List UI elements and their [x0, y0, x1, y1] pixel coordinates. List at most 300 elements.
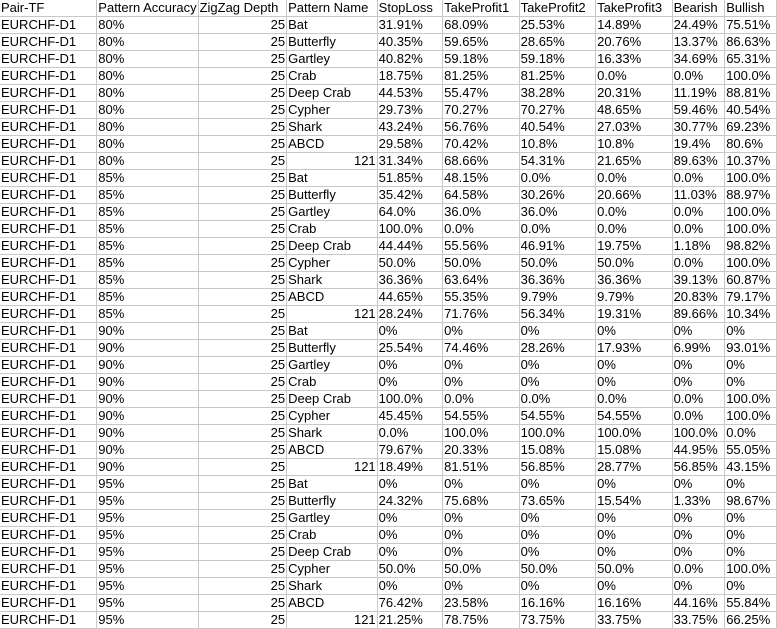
- pattern-accuracy-cell[interactable]: 90%: [97, 374, 198, 391]
- stoploss-cell[interactable]: 44.44%: [377, 238, 442, 255]
- stoploss-cell[interactable]: 79.67%: [377, 442, 442, 459]
- takeprofit1-cell[interactable]: 50.0%: [443, 561, 519, 578]
- bearish-cell[interactable]: 0.0%: [672, 221, 725, 238]
- bullish-cell[interactable]: 43.15%: [725, 459, 777, 476]
- zigzag-depth-cell[interactable]: 25: [198, 544, 287, 561]
- pair-tf-cell[interactable]: EURCHF-D1: [0, 153, 97, 170]
- bullish-cell[interactable]: 0%: [725, 544, 777, 561]
- pattern-accuracy-cell[interactable]: 90%: [97, 391, 198, 408]
- pattern-accuracy-cell[interactable]: 90%: [97, 323, 198, 340]
- takeprofit3-cell[interactable]: 36.36%: [596, 272, 672, 289]
- takeprofit2-cell[interactable]: 50.0%: [519, 255, 595, 272]
- takeprofit1-cell[interactable]: 0%: [443, 527, 519, 544]
- pattern-name-cell[interactable]: Bat: [287, 170, 378, 187]
- takeprofit1-cell[interactable]: 68.66%: [443, 153, 519, 170]
- takeprofit2-cell[interactable]: 9.79%: [519, 289, 595, 306]
- takeprofit2-cell[interactable]: 16.16%: [519, 595, 595, 612]
- bearish-cell[interactable]: 0%: [672, 357, 725, 374]
- stoploss-cell[interactable]: 0.0%: [377, 425, 442, 442]
- takeprofit3-cell[interactable]: 0%: [596, 374, 672, 391]
- zigzag-depth-cell[interactable]: 25: [198, 612, 287, 629]
- bearish-cell[interactable]: 44.16%: [672, 595, 725, 612]
- pair-tf-cell[interactable]: EURCHF-D1: [0, 17, 97, 34]
- bullish-cell[interactable]: 88.97%: [725, 187, 777, 204]
- bullish-cell[interactable]: 65.31%: [725, 51, 777, 68]
- pattern-accuracy-cell[interactable]: 90%: [97, 357, 198, 374]
- pattern-name-cell[interactable]: Gartley: [287, 51, 378, 68]
- stoploss-cell[interactable]: 76.42%: [377, 595, 442, 612]
- pattern-accuracy-cell[interactable]: 80%: [97, 136, 198, 153]
- stoploss-cell[interactable]: 51.85%: [377, 170, 442, 187]
- pattern-accuracy-cell[interactable]: 95%: [97, 527, 198, 544]
- takeprofit2-cell[interactable]: 54.31%: [519, 153, 595, 170]
- bearish-cell[interactable]: 56.85%: [672, 459, 725, 476]
- stoploss-cell[interactable]: 64.0%: [377, 204, 442, 221]
- pattern-accuracy-cell[interactable]: 80%: [97, 17, 198, 34]
- takeprofit1-cell[interactable]: 74.46%: [443, 340, 519, 357]
- takeprofit1-cell[interactable]: 55.56%: [443, 238, 519, 255]
- takeprofit2-cell[interactable]: 0%: [519, 527, 595, 544]
- takeprofit1-cell[interactable]: 50.0%: [443, 255, 519, 272]
- pattern-name-cell[interactable]: ABCD: [287, 595, 378, 612]
- takeprofit1-cell[interactable]: 68.09%: [443, 17, 519, 34]
- takeprofit2-cell[interactable]: 54.55%: [519, 408, 595, 425]
- bearish-cell[interactable]: 20.83%: [672, 289, 725, 306]
- header-cell-pattern-accuracy[interactable]: Pattern Accuracy: [98, 0, 197, 15]
- takeprofit1-cell[interactable]: 59.65%: [443, 34, 519, 51]
- stoploss-cell[interactable]: 50.0%: [377, 255, 442, 272]
- bearish-cell[interactable]: 34.69%: [672, 51, 725, 68]
- pair-tf-cell[interactable]: EURCHF-D1: [0, 51, 97, 68]
- pair-tf-cell[interactable]: EURCHF-D1: [0, 527, 97, 544]
- takeprofit3-cell[interactable]: 0.0%: [596, 68, 672, 85]
- takeprofit1-cell[interactable]: 0%: [443, 357, 519, 374]
- zigzag-depth-cell[interactable]: 25: [198, 289, 287, 306]
- takeprofit2-cell[interactable]: 15.08%: [519, 442, 595, 459]
- zigzag-depth-cell[interactable]: 25: [198, 442, 287, 459]
- zigzag-depth-cell[interactable]: 25: [198, 221, 287, 238]
- stoploss-cell[interactable]: 36.36%: [377, 272, 442, 289]
- pair-tf-cell[interactable]: EURCHF-D1: [0, 561, 97, 578]
- takeprofit1-cell[interactable]: 100.0%: [443, 425, 519, 442]
- bullish-cell[interactable]: 0%: [725, 476, 777, 493]
- pattern-name-cell[interactable]: Shark: [287, 119, 378, 136]
- stoploss-cell[interactable]: 29.58%: [377, 136, 442, 153]
- pattern-name-cell[interactable]: Cypher: [287, 255, 378, 272]
- bullish-cell[interactable]: 0%: [725, 510, 777, 527]
- bearish-cell[interactable]: 0%: [672, 510, 725, 527]
- pattern-name-cell[interactable]: ABCD: [287, 136, 378, 153]
- header-cell-takeprofit2[interactable]: TakeProfit2: [519, 0, 595, 17]
- takeprofit3-cell[interactable]: 0%: [596, 510, 672, 527]
- pattern-name-cell[interactable]: Butterfly: [287, 34, 378, 51]
- header-cell-pair-tf[interactable]: Pair-TF: [0, 0, 97, 17]
- takeprofit3-cell[interactable]: 20.66%: [596, 187, 672, 204]
- pattern-name-cell[interactable]: Crab: [287, 221, 378, 238]
- bearish-cell[interactable]: 89.66%: [672, 306, 725, 323]
- pattern-accuracy-cell[interactable]: 95%: [97, 595, 198, 612]
- takeprofit3-cell[interactable]: 15.08%: [596, 442, 672, 459]
- bullish-cell[interactable]: 80.6%: [725, 136, 777, 153]
- stoploss-cell[interactable]: 40.82%: [377, 51, 442, 68]
- takeprofit2-cell[interactable]: 56.85%: [519, 459, 595, 476]
- takeprofit3-cell[interactable]: 0%: [596, 323, 672, 340]
- bullish-cell[interactable]: 98.67%: [725, 493, 777, 510]
- pattern-accuracy-cell[interactable]: 80%: [97, 85, 198, 102]
- pattern-accuracy-cell[interactable]: 80%: [97, 51, 198, 68]
- takeprofit2-cell[interactable]: 56.34%: [519, 306, 595, 323]
- zigzag-depth-cell[interactable]: 25: [198, 391, 287, 408]
- stoploss-cell[interactable]: 44.65%: [377, 289, 442, 306]
- bullish-cell[interactable]: 0%: [725, 578, 777, 595]
- pattern-accuracy-cell[interactable]: 95%: [97, 476, 198, 493]
- takeprofit3-cell[interactable]: 0%: [596, 527, 672, 544]
- takeprofit1-cell[interactable]: 56.76%: [443, 119, 519, 136]
- pattern-accuracy-cell[interactable]: 95%: [97, 612, 198, 629]
- bullish-cell[interactable]: 10.37%: [725, 153, 777, 170]
- takeprofit2-cell[interactable]: 0.0%: [519, 391, 595, 408]
- pattern-accuracy-cell[interactable]: 85%: [97, 255, 198, 272]
- takeprofit1-cell[interactable]: 55.35%: [443, 289, 519, 306]
- bullish-cell[interactable]: 98.82%: [725, 238, 777, 255]
- pattern-name-cell[interactable]: Butterfly: [287, 340, 378, 357]
- takeprofit2-cell[interactable]: 59.18%: [519, 51, 595, 68]
- bearish-cell[interactable]: 44.95%: [672, 442, 725, 459]
- zigzag-depth-cell[interactable]: 25: [198, 578, 287, 595]
- bullish-cell[interactable]: 0%: [725, 323, 777, 340]
- bearish-cell[interactable]: 0%: [672, 374, 725, 391]
- bearish-cell[interactable]: 0.0%: [672, 561, 725, 578]
- pair-tf-cell[interactable]: EURCHF-D1: [0, 238, 97, 255]
- header-cell-stoploss[interactable]: StopLoss: [377, 0, 442, 17]
- takeprofit1-cell[interactable]: 81.51%: [443, 459, 519, 476]
- zigzag-depth-cell[interactable]: 25: [198, 510, 287, 527]
- pattern-accuracy-cell[interactable]: 95%: [97, 493, 198, 510]
- zigzag-depth-cell[interactable]: 25: [198, 170, 287, 187]
- pattern-accuracy-cell[interactable]: 85%: [97, 272, 198, 289]
- stoploss-cell[interactable]: 100.0%: [377, 221, 442, 238]
- stoploss-cell[interactable]: 0%: [377, 527, 442, 544]
- bearish-cell[interactable]: 59.46%: [672, 102, 725, 119]
- bullish-cell[interactable]: 55.05%: [725, 442, 777, 459]
- takeprofit3-cell[interactable]: 16.33%: [596, 51, 672, 68]
- pair-tf-cell[interactable]: EURCHF-D1: [0, 442, 97, 459]
- takeprofit3-cell[interactable]: 0.0%: [596, 221, 672, 238]
- takeprofit1-cell[interactable]: 0.0%: [443, 221, 519, 238]
- pattern-accuracy-cell[interactable]: 90%: [97, 459, 198, 476]
- takeprofit1-cell[interactable]: 63.64%: [443, 272, 519, 289]
- takeprofit3-cell[interactable]: 9.79%: [596, 289, 672, 306]
- takeprofit3-cell[interactable]: 20.76%: [596, 34, 672, 51]
- bearish-cell[interactable]: 0%: [672, 527, 725, 544]
- bearish-cell[interactable]: 0.0%: [672, 255, 725, 272]
- takeprofit1-cell[interactable]: 64.58%: [443, 187, 519, 204]
- takeprofit1-cell[interactable]: 81.25%: [443, 68, 519, 85]
- pair-tf-cell[interactable]: EURCHF-D1: [0, 544, 97, 561]
- stoploss-cell[interactable]: 0%: [377, 510, 442, 527]
- takeprofit2-cell[interactable]: 100.0%: [519, 425, 595, 442]
- pattern-accuracy-cell[interactable]: 95%: [97, 510, 198, 527]
- pair-tf-cell[interactable]: EURCHF-D1: [0, 306, 97, 323]
- bearish-cell[interactable]: 33.75%: [672, 612, 725, 629]
- takeprofit2-cell[interactable]: 73.75%: [519, 612, 595, 629]
- takeprofit1-cell[interactable]: 70.27%: [443, 102, 519, 119]
- pattern-name-cell[interactable]: Cypher: [287, 102, 378, 119]
- takeprofit1-cell[interactable]: 36.0%: [443, 204, 519, 221]
- zigzag-depth-cell[interactable]: 25: [198, 85, 287, 102]
- zigzag-depth-cell[interactable]: 25: [198, 306, 287, 323]
- header-cell-bearish[interactable]: Bearish: [672, 0, 725, 17]
- bullish-cell[interactable]: 60.87%: [725, 272, 777, 289]
- stoploss-cell[interactable]: 24.32%: [377, 493, 442, 510]
- takeprofit1-cell[interactable]: 0.0%: [443, 391, 519, 408]
- pattern-name-cell[interactable]: 121: [287, 306, 378, 323]
- stoploss-cell[interactable]: 0%: [377, 578, 442, 595]
- zigzag-depth-cell[interactable]: 25: [198, 136, 287, 153]
- pattern-accuracy-cell[interactable]: 95%: [97, 561, 198, 578]
- zigzag-depth-cell[interactable]: 25: [198, 255, 287, 272]
- takeprofit3-cell[interactable]: 19.75%: [596, 238, 672, 255]
- pattern-name-cell[interactable]: Gartley: [287, 357, 378, 374]
- takeprofit2-cell[interactable]: 73.65%: [519, 493, 595, 510]
- stoploss-cell[interactable]: 25.54%: [377, 340, 442, 357]
- takeprofit2-cell[interactable]: 25.53%: [519, 17, 595, 34]
- zigzag-depth-cell[interactable]: 25: [198, 17, 287, 34]
- pattern-name-cell[interactable]: ABCD: [287, 442, 378, 459]
- pattern-accuracy-cell[interactable]: 85%: [97, 187, 198, 204]
- stoploss-cell[interactable]: 18.49%: [377, 459, 442, 476]
- takeprofit2-cell[interactable]: 0.0%: [519, 170, 595, 187]
- pattern-accuracy-cell[interactable]: 85%: [97, 238, 198, 255]
- takeprofit2-cell[interactable]: 10.8%: [519, 136, 595, 153]
- takeprofit2-cell[interactable]: 0%: [519, 323, 595, 340]
- bearish-cell[interactable]: 0%: [672, 578, 725, 595]
- zigzag-depth-cell[interactable]: 25: [198, 425, 287, 442]
- takeprofit1-cell[interactable]: 0%: [443, 510, 519, 527]
- pattern-name-cell[interactable]: Gartley: [287, 204, 378, 221]
- zigzag-depth-cell[interactable]: 25: [198, 323, 287, 340]
- bullish-cell[interactable]: 100.0%: [725, 255, 777, 272]
- takeprofit2-cell[interactable]: 81.25%: [519, 68, 595, 85]
- takeprofit1-cell[interactable]: 55.47%: [443, 85, 519, 102]
- takeprofit3-cell[interactable]: 0%: [596, 357, 672, 374]
- takeprofit3-cell[interactable]: 33.75%: [596, 612, 672, 629]
- pair-tf-cell[interactable]: EURCHF-D1: [0, 289, 97, 306]
- zigzag-depth-cell[interactable]: 25: [198, 68, 287, 85]
- takeprofit2-cell[interactable]: 36.36%: [519, 272, 595, 289]
- pattern-name-cell[interactable]: Shark: [287, 578, 378, 595]
- stoploss-cell[interactable]: 0%: [377, 544, 442, 561]
- pair-tf-cell[interactable]: EURCHF-D1: [0, 510, 97, 527]
- takeprofit2-cell[interactable]: 0%: [519, 544, 595, 561]
- pattern-accuracy-cell[interactable]: 85%: [97, 170, 198, 187]
- takeprofit2-cell[interactable]: 28.65%: [519, 34, 595, 51]
- pattern-accuracy-cell[interactable]: 80%: [97, 153, 198, 170]
- pair-tf-cell[interactable]: EURCHF-D1: [0, 221, 97, 238]
- pattern-accuracy-cell[interactable]: 85%: [97, 221, 198, 238]
- bearish-cell[interactable]: 0.0%: [672, 408, 725, 425]
- pattern-name-cell[interactable]: Cypher: [287, 561, 378, 578]
- pattern-accuracy-cell[interactable]: 80%: [97, 34, 198, 51]
- zigzag-depth-cell[interactable]: 25: [198, 340, 287, 357]
- stoploss-cell[interactable]: 45.45%: [377, 408, 442, 425]
- pattern-name-cell[interactable]: Shark: [287, 272, 378, 289]
- header-cell-pattern-name[interactable]: Pattern Name: [287, 0, 378, 17]
- bullish-cell[interactable]: 0%: [725, 357, 777, 374]
- pair-tf-cell[interactable]: EURCHF-D1: [0, 85, 97, 102]
- stoploss-cell[interactable]: 0%: [377, 323, 442, 340]
- pair-tf-cell[interactable]: EURCHF-D1: [0, 391, 97, 408]
- takeprofit3-cell[interactable]: 48.65%: [596, 102, 672, 119]
- pattern-accuracy-cell[interactable]: 80%: [97, 119, 198, 136]
- bullish-cell[interactable]: 40.54%: [725, 102, 777, 119]
- pattern-name-cell[interactable]: Crab: [287, 527, 378, 544]
- zigzag-depth-cell[interactable]: 25: [198, 102, 287, 119]
- bearish-cell[interactable]: 0%: [672, 544, 725, 561]
- takeprofit2-cell[interactable]: 0%: [519, 510, 595, 527]
- takeprofit3-cell[interactable]: 28.77%: [596, 459, 672, 476]
- zigzag-depth-cell[interactable]: 25: [198, 187, 287, 204]
- stoploss-cell[interactable]: 43.24%: [377, 119, 442, 136]
- takeprofit1-cell[interactable]: 48.15%: [443, 170, 519, 187]
- bearish-cell[interactable]: 1.33%: [672, 493, 725, 510]
- zigzag-depth-cell[interactable]: 25: [198, 204, 287, 221]
- takeprofit1-cell[interactable]: 71.76%: [443, 306, 519, 323]
- pair-tf-cell[interactable]: EURCHF-D1: [0, 493, 97, 510]
- bullish-cell[interactable]: 86.63%: [725, 34, 777, 51]
- pattern-name-cell[interactable]: Bat: [287, 17, 378, 34]
- stoploss-cell[interactable]: 29.73%: [377, 102, 442, 119]
- pattern-accuracy-cell[interactable]: 90%: [97, 425, 198, 442]
- takeprofit1-cell[interactable]: 0%: [443, 476, 519, 493]
- takeprofit2-cell[interactable]: 0%: [519, 357, 595, 374]
- bearish-cell[interactable]: 11.19%: [672, 85, 725, 102]
- takeprofit3-cell[interactable]: 0.0%: [596, 391, 672, 408]
- pattern-name-cell[interactable]: Butterfly: [287, 493, 378, 510]
- takeprofit2-cell[interactable]: 38.28%: [519, 85, 595, 102]
- takeprofit3-cell[interactable]: 0.0%: [596, 170, 672, 187]
- pattern-name-cell[interactable]: Deep Crab: [287, 85, 378, 102]
- header-cell-takeprofit1[interactable]: TakeProfit1: [443, 0, 519, 17]
- pair-tf-cell[interactable]: EURCHF-D1: [0, 136, 97, 153]
- stoploss-cell[interactable]: 40.35%: [377, 34, 442, 51]
- pattern-name-cell[interactable]: Cypher: [287, 408, 378, 425]
- takeprofit2-cell[interactable]: 40.54%: [519, 119, 595, 136]
- stoploss-cell[interactable]: 0%: [377, 357, 442, 374]
- bullish-cell[interactable]: 69.23%: [725, 119, 777, 136]
- zigzag-depth-cell[interactable]: 25: [198, 51, 287, 68]
- pattern-accuracy-cell[interactable]: 90%: [97, 408, 198, 425]
- takeprofit1-cell[interactable]: 0%: [443, 544, 519, 561]
- pair-tf-cell[interactable]: EURCHF-D1: [0, 272, 97, 289]
- pair-tf-cell[interactable]: EURCHF-D1: [0, 612, 97, 629]
- takeprofit2-cell[interactable]: 70.27%: [519, 102, 595, 119]
- bullish-cell[interactable]: 0%: [725, 374, 777, 391]
- bearish-cell[interactable]: 39.13%: [672, 272, 725, 289]
- bullish-cell[interactable]: 100.0%: [725, 204, 777, 221]
- pattern-name-cell[interactable]: Deep Crab: [287, 544, 378, 561]
- pattern-accuracy-cell[interactable]: 90%: [97, 340, 198, 357]
- stoploss-cell[interactable]: 31.34%: [377, 153, 442, 170]
- pattern-name-cell[interactable]: Butterfly: [287, 187, 378, 204]
- pattern-name-cell[interactable]: Bat: [287, 476, 378, 493]
- bullish-cell[interactable]: 100.0%: [725, 170, 777, 187]
- pair-tf-cell[interactable]: EURCHF-D1: [0, 374, 97, 391]
- bullish-cell[interactable]: 100.0%: [725, 68, 777, 85]
- bullish-cell[interactable]: 88.81%: [725, 85, 777, 102]
- pair-tf-cell[interactable]: EURCHF-D1: [0, 595, 97, 612]
- bearish-cell[interactable]: 13.37%: [672, 34, 725, 51]
- pair-tf-cell[interactable]: EURCHF-D1: [0, 323, 97, 340]
- takeprofit1-cell[interactable]: 54.55%: [443, 408, 519, 425]
- takeprofit3-cell[interactable]: 0%: [596, 544, 672, 561]
- bullish-cell[interactable]: 100.0%: [725, 408, 777, 425]
- stoploss-cell[interactable]: 35.42%: [377, 187, 442, 204]
- zigzag-depth-cell[interactable]: 25: [198, 527, 287, 544]
- bullish-cell[interactable]: 55.84%: [725, 595, 777, 612]
- zigzag-depth-cell[interactable]: 25: [198, 374, 287, 391]
- takeprofit2-cell[interactable]: 30.26%: [519, 187, 595, 204]
- pair-tf-cell[interactable]: EURCHF-D1: [0, 476, 97, 493]
- bearish-cell[interactable]: 11.03%: [672, 187, 725, 204]
- stoploss-cell[interactable]: 18.75%: [377, 68, 442, 85]
- bearish-cell[interactable]: 0.0%: [672, 170, 725, 187]
- bearish-cell[interactable]: 0.0%: [672, 204, 725, 221]
- bearish-cell[interactable]: 24.49%: [672, 17, 725, 34]
- pattern-name-cell[interactable]: Deep Crab: [287, 391, 378, 408]
- pattern-accuracy-cell[interactable]: 80%: [97, 68, 198, 85]
- pattern-accuracy-cell[interactable]: 85%: [97, 289, 198, 306]
- pair-tf-cell[interactable]: EURCHF-D1: [0, 187, 97, 204]
- bearish-cell[interactable]: 19.4%: [672, 136, 725, 153]
- takeprofit3-cell[interactable]: 17.93%: [596, 340, 672, 357]
- bullish-cell[interactable]: 100.0%: [725, 561, 777, 578]
- stoploss-cell[interactable]: 0%: [377, 476, 442, 493]
- bullish-cell[interactable]: 0.0%: [725, 425, 777, 442]
- takeprofit1-cell[interactable]: 75.68%: [443, 493, 519, 510]
- takeprofit3-cell[interactable]: 100.0%: [596, 425, 672, 442]
- pattern-name-cell[interactable]: 121: [287, 459, 378, 476]
- pattern-accuracy-cell[interactable]: 95%: [97, 578, 198, 595]
- bullish-cell[interactable]: 66.25%: [725, 612, 777, 629]
- pattern-name-cell[interactable]: 121: [287, 153, 378, 170]
- stoploss-cell[interactable]: 0%: [377, 374, 442, 391]
- pattern-accuracy-cell[interactable]: 95%: [97, 544, 198, 561]
- zigzag-depth-cell[interactable]: 25: [198, 595, 287, 612]
- bearish-cell[interactable]: 6.99%: [672, 340, 725, 357]
- pair-tf-cell[interactable]: EURCHF-D1: [0, 357, 97, 374]
- bearish-cell[interactable]: 0.0%: [672, 391, 725, 408]
- bullish-cell[interactable]: 0%: [725, 527, 777, 544]
- takeprofit2-cell[interactable]: 36.0%: [519, 204, 595, 221]
- zigzag-depth-cell[interactable]: 25: [198, 153, 287, 170]
- pattern-name-cell[interactable]: 121: [287, 612, 378, 629]
- takeprofit1-cell[interactable]: 0%: [443, 374, 519, 391]
- bullish-cell[interactable]: 100.0%: [725, 391, 777, 408]
- bearish-cell[interactable]: 100.0%: [672, 425, 725, 442]
- bearish-cell[interactable]: 0%: [672, 323, 725, 340]
- zigzag-depth-cell[interactable]: 25: [198, 476, 287, 493]
- pair-tf-cell[interactable]: EURCHF-D1: [0, 170, 97, 187]
- zigzag-depth-cell[interactable]: 25: [198, 493, 287, 510]
- takeprofit3-cell[interactable]: 10.8%: [596, 136, 672, 153]
- takeprofit1-cell[interactable]: 59.18%: [443, 51, 519, 68]
- pattern-name-cell[interactable]: Deep Crab: [287, 238, 378, 255]
- bearish-cell[interactable]: 0.0%: [672, 68, 725, 85]
- takeprofit3-cell[interactable]: 27.03%: [596, 119, 672, 136]
- pair-tf-cell[interactable]: EURCHF-D1: [0, 34, 97, 51]
- pattern-accuracy-cell[interactable]: 85%: [97, 306, 198, 323]
